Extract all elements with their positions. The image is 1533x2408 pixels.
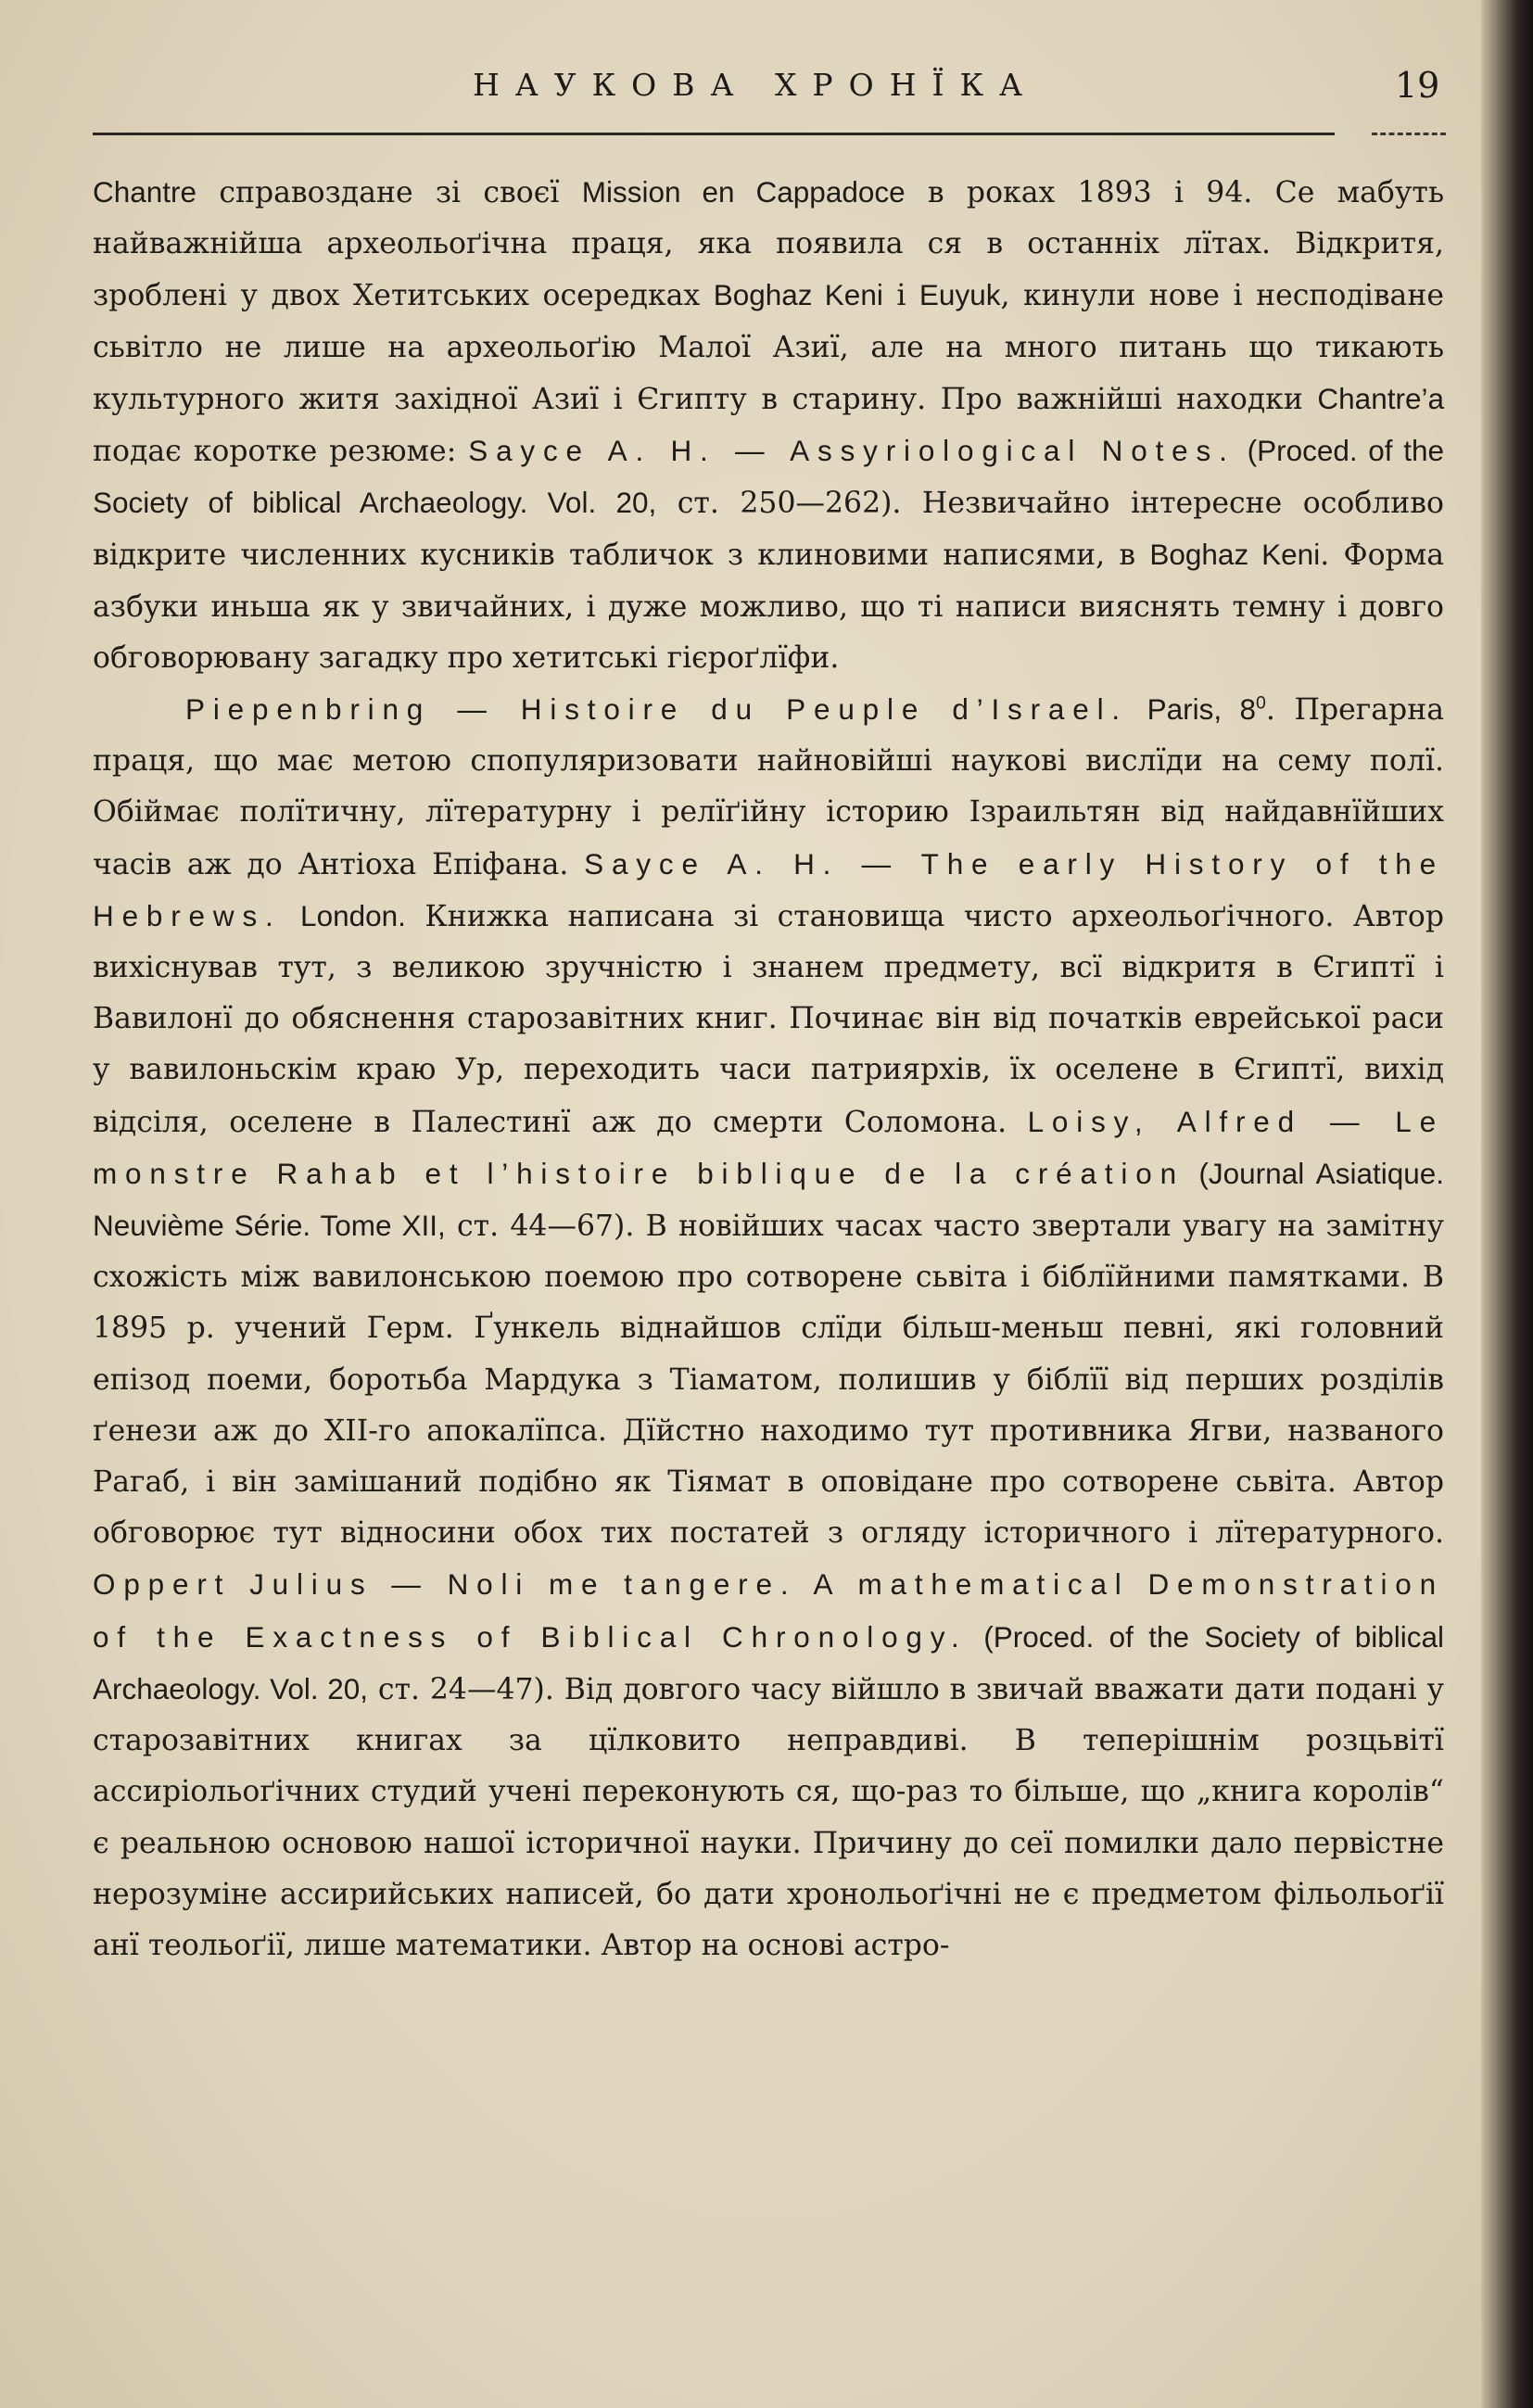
title-mission-en-cappadoce: Mission en Cappadoce — [581, 175, 906, 209]
citation-sayce-assyriological-notes: Sayce A. H. — Assyriological Notes. — [468, 434, 1235, 468]
text-run: ст. 44—67). В новійших часах часто звертали увагу на замітну схожість між вавилонською поемою про сотворене сьвіта і біблїйними памятками. В 1895 р. учений Герм. Ґункель віднайшов слїди більш-меньш певні, які головний епізод поеми, боротьба Мардука з Тіаматом, полишив у біблїї від перших розділів ґенези аж до XII-го апокалїпса. Дїйстно находимо тут противника Ягви, названого Рагаб, і він замішаний подібно як Тіямат в оповідане про сотворене сьвіта. Автор обговорює тут відносини обох тих постатей з огляду історичного і лїтературного. — [93, 1210, 1445, 1551]
text-run: . Форма азбуки иньша як у звичайних, і дуже можливо, що ті написи вияснять темну і довго обговорювану загадку про хетитські гієроґлїфи. — [93, 539, 1444, 675]
name-chantre-possessive: Chantre’a — [1317, 381, 1444, 415]
citation-oppert-noli-me-tangere: Oppert Julius — Noli me tangere. A mathematical Demonstration of the Exactness of Biblical Chronology. — [93, 1567, 1444, 1654]
header-rule — [93, 133, 1335, 135]
citation-piepenbring-histoire: Piepenbring — Histoire du Peuple d’Israel. — [185, 692, 1128, 727]
place-boghaz-keni: Boghaz Keni — [1149, 538, 1321, 572]
text-run: подає коротке резюме: — [93, 435, 469, 469]
place-euyuk: Euyuk — [919, 278, 1001, 312]
text-run: в роках 1893 і 94. Се мабуть найважнійша археольоґічна праця, яка появила ся в останніх лїтах. Відкритя, зроблені у двох Хетитських осередках — [93, 176, 1445, 313]
text-run: ст. 250—262). Незвичайно інтересне особливо відкрите численних кусників табличок з клиновими написями, в — [93, 487, 1444, 573]
paragraph-2 — [93, 684, 1444, 1971]
citation-source-proced-vol20: (Proced. of the Society of biblical Archaeology. Vol. 20, — [93, 1619, 1445, 1705]
text-run — [282, 900, 300, 933]
citation-source-journal-asiatique: (Journal Asiatique. Neuvième Série. Tome XII, — [93, 1156, 1445, 1243]
text-run: , кинули нове і несподіване сьвітло не лише на археольоґію Малої Азиї, але на много питань що тикають культурного житя західної Азиї і Єгипту в старину. Про важнійші находки — [93, 279, 1444, 416]
text-run: Книжка написана зі становища чисто археольоґічного. Автор вихіснував тут, з великою зручністю і знанем предмету, всї відкритя в Єгиптї і Вавилонї до обяснення старозавітних книг. Починає він від початків еврейської раси у вавилоньскім краю Ур, переходить часи патриярхів, їх оселене в Єгиптї, вихід відсіля, оселене в Палестинї аж до смерти Соломона. — [93, 899, 1444, 1139]
text-run — [1185, 1158, 1198, 1191]
name-chantre: Chantre — [93, 175, 197, 209]
running-title: НАУКОВА ХРОНЇКА — [473, 67, 1039, 103]
body-text — [93, 167, 1444, 1971]
text-run: ст. 24—47). Від довгого часу війшло в звичай вважати дати подані у старозавітних книгах за цїлковито неправдиві. В теперішнім розцьвітї ассиріольоґічних студий учені переконують ся, що-раз то більше, що „книга королів“ є реальною основою нашої історичної науки. Причину до сеї помилки дало первістне нерозуміне ассирийських написей, бо дати хронольоґічні не є предметом фільольоґії анї теольоґії, лише математики. Автор на основі астро- — [93, 1672, 1444, 1962]
text-run: і — [882, 279, 919, 313]
citation-place-london: London. — [300, 898, 406, 932]
text-run — [1128, 693, 1147, 727]
paragraph-1 — [93, 167, 1444, 684]
header-rule-dashed-end — [1372, 133, 1446, 135]
citation-loisy-monstre-rahab: Loisy, Alfred — Le monstre Rahab et l’histoire biblique de la création — [93, 1104, 1444, 1190]
page-number: 19 — [1395, 65, 1440, 106]
text-run — [1235, 435, 1248, 468]
text-run — [968, 1621, 984, 1654]
page-gutter-shadow — [1481, 0, 1533, 2408]
place-boghaz-keni: Boghaz Keni — [713, 278, 883, 312]
citation-place-paris: Paris, 8 — [1147, 692, 1256, 727]
format-superscript: 0 — [1256, 692, 1266, 714]
citation-source-proced-vol20: (Proced. of the Society of biblical Archaeology. Vol. 20, — [93, 434, 1444, 520]
text-run: справоздане зі своєї — [196, 176, 582, 209]
text-run: . Прегарна праця, що має метою спопуляризовати найновійші наукові вислїди на сему полї. Обіймає полїтичну, лїтературну і релїґійну історию Ізраильтян від найдавнїйших часів аж до Антіоха Епіфана. — [93, 693, 1444, 881]
citation-sayce-early-history: Sayce A. H. — The early History of the Hebrews. — [93, 846, 1444, 932]
